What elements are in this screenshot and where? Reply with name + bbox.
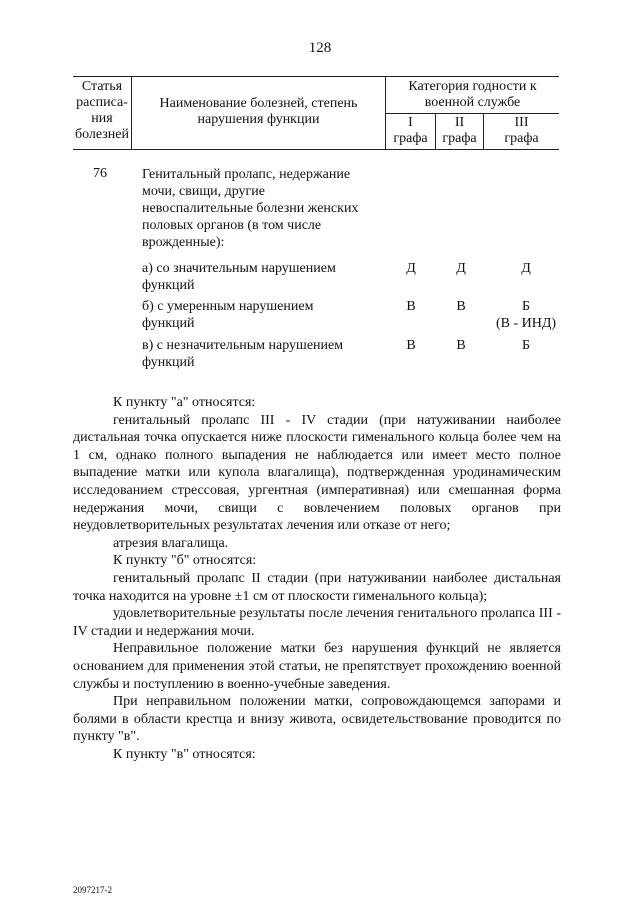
header-text: военной службе xyxy=(424,95,521,110)
item-c-graph-2: В xyxy=(456,338,466,353)
item-a-graph-3: Д xyxy=(521,261,531,276)
header-text: расписа- xyxy=(76,95,128,110)
paragraph: К пункту "в" относятся: xyxy=(113,746,256,762)
item-c-graph-1: В xyxy=(406,338,416,353)
paragraph: генитальный пролапс II стадии (при натуживании наиболее дистальная точка находится на уровне ±1 см от плоскости гименального кольца); xyxy=(73,570,561,604)
paragraph: Неправильное положение матки без нарушения функций не является основанием для применения этой статьи, не препятствует прохождению военной службы и поступлению в военно-учебные заведения. xyxy=(73,641,561,692)
header-text: болезней xyxy=(74,127,130,142)
graph-3-note: (В - ИНД) xyxy=(495,316,557,331)
item-line: функций xyxy=(142,316,195,331)
header-text: графа xyxy=(393,131,428,146)
paragraph: При неправильном положении матки, сопровождающемся запорами и болями в области крестца и внизу живота, освидетельствование проводится по пункту "в". xyxy=(73,694,561,745)
item-b-graph-1: В xyxy=(406,299,416,314)
header-graph-2 xyxy=(436,115,483,147)
body-text xyxy=(73,394,561,763)
header-text: нарушения функции xyxy=(197,112,320,127)
paragraph: атрезия влагалища. xyxy=(113,535,229,551)
paragraph: генитальный пролапс III - IV стадии (при натуживании наиболее дистальная точка опускается ниже плоскости гименального кольца более чем на 1 см, однако полного выпадения не наблюдается или имеет место полное выпадение матки или купола влагалища), подтвержденная уродинамическим исследованием стрессовая, ургентная (императивная) или смешанная форма недержания мочи, свищи с вовлечением половых органов при неудовлетворительных результатах лечения или отказе от него; xyxy=(73,412,561,534)
header-text: графа xyxy=(504,131,539,146)
header-top-rule xyxy=(73,76,559,77)
paragraph: К пункту "б" относятся: xyxy=(113,553,257,569)
category-sub-rule xyxy=(385,113,559,114)
header-text: графа xyxy=(442,131,477,146)
header-graph-3 xyxy=(484,115,559,147)
article-title xyxy=(142,166,382,251)
item-a-label xyxy=(142,260,382,294)
header-text: Наименование болезней, степень xyxy=(159,96,358,111)
item-line: б) с умеренным нарушением xyxy=(142,299,314,314)
article-number: 76 xyxy=(93,166,107,181)
header-text: II xyxy=(454,115,465,130)
item-line: функций xyxy=(142,355,195,370)
header-text: Категория годности к xyxy=(408,79,537,94)
header-text: III xyxy=(514,115,529,130)
item-line: в) с незначительным нарушением xyxy=(142,338,344,353)
document-code: 2097217-2 xyxy=(73,885,112,895)
item-b-graph-2: В xyxy=(456,299,466,314)
table-header xyxy=(73,76,559,150)
item-a-graph-2: Д xyxy=(456,261,466,276)
item-c-graph-3: Б xyxy=(521,338,531,353)
item-line: функций xyxy=(142,278,195,293)
article-title-line: врожденные): xyxy=(142,235,225,250)
paragraph: удовлетворительные результаты после лечения генитального пролапса III - IV стадии и недержания мочи. xyxy=(73,606,561,639)
article-title-line: невоспалительные болезни женских xyxy=(142,201,359,216)
article-title-line: половых органов (в том числе xyxy=(142,218,322,233)
article-title-line: Генитальный пролапс, недержание xyxy=(142,167,351,182)
header-text: ния xyxy=(91,111,113,126)
header-text: I xyxy=(408,115,413,130)
header-category-column xyxy=(386,79,559,111)
header-name-column xyxy=(132,96,385,128)
graph-3-value: Б xyxy=(521,299,531,314)
item-line: а) со значительным нарушением xyxy=(142,261,336,276)
article-title-line: мочи, свищи, другие xyxy=(142,184,266,199)
page-number: 128 xyxy=(308,40,332,56)
item-b-label xyxy=(142,298,382,332)
header-text: Статья xyxy=(81,79,123,94)
item-a-graph-1: Д xyxy=(406,261,416,276)
header-bottom-rule xyxy=(73,149,559,150)
header-graph-1 xyxy=(386,115,435,147)
item-c-label xyxy=(142,337,382,371)
paragraph: К пункту "а" относятся: xyxy=(113,395,256,410)
header-article-column xyxy=(73,79,131,143)
item-b-graph-3 xyxy=(486,298,566,332)
